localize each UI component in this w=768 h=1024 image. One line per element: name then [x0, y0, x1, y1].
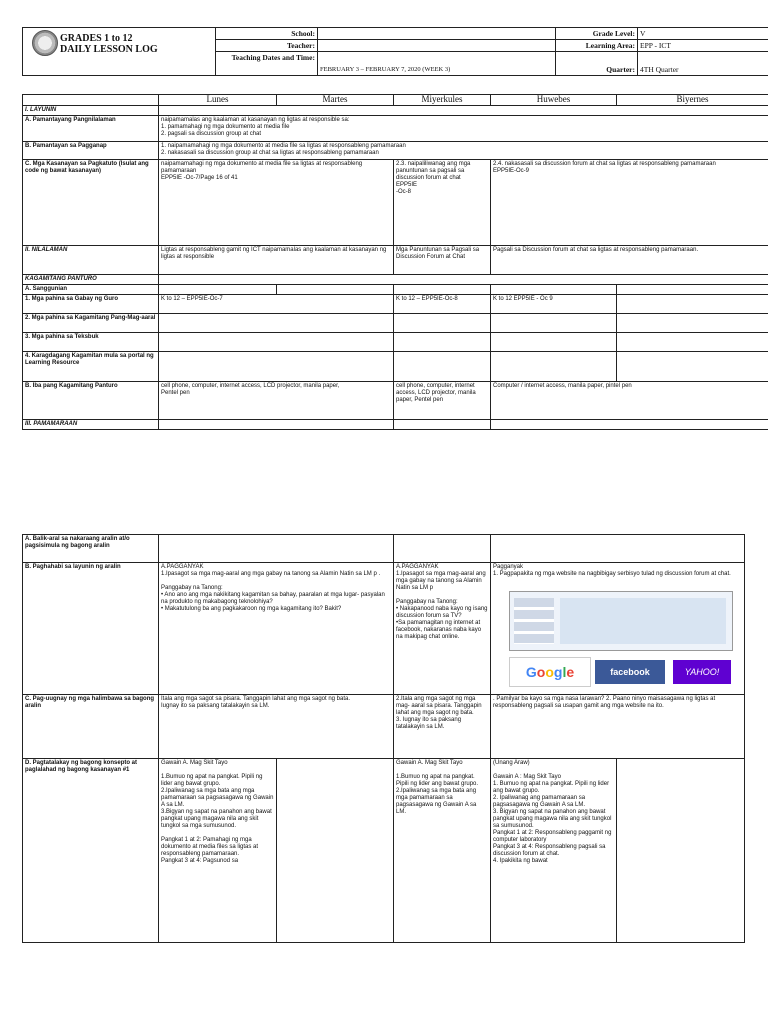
day-header-huwebes: Huwebes [491, 95, 617, 106]
row-label-pang-mag-aaral: 2. Mga pahina sa Kagamitang Pang-Mag-aaral [23, 314, 159, 333]
row-label-pamantayan-pagganap: B. Pamantayan sa Pagganap [23, 142, 159, 160]
kasanayan-huwebes: 2.4. nakasasali sa discussion forum at chat sa ligtas at responsableng pamamaraan EPP5IE-Oc-9 [491, 160, 768, 246]
row-label-pag-uugnay: C. Pag-uugnay ng mga halimbawa sa bagong aralin [23, 695, 159, 759]
title-line2: DAILY LESSON LOG [60, 44, 158, 55]
pagtatalakay-huwebes: (Unang Araw) Gawain A : Mag Skit Tayo 1. Bumuo ng apat na pangkat. Pipili ng lider ang bawat grupo. 2. Ipaliwanag ang pamamaraan sa pagsasagawa ng Gawain A sa LM. 3. Bigyan ng sapat na panahon ang bawat pangkat upang magawa nila ang skit tungkol sa sumusunod. Pangkat 1 at 2: Responsableng paggamit ng computer laboratory Pangkat 3 at 4: Responsableng pagsali sa discussion forum at chat. 4. Ipakikita ng bawat [491, 759, 617, 943]
grade-label: Grade Level: [556, 28, 638, 40]
paghahabi-miyerkules: A.PAGGANYAK 1.Ipasagot sa mga mag-aaral ang mga gabay na tanong sa Alamin Natin sa LM p Panggabay na Tanong: • Nakapanood naba kayo ng isang discussion forum sa TV? •Sa pamamagitan ng internet at facebook, nakaranas naba kayo na makipag chat online. [394, 563, 491, 695]
website-screenshot-image [509, 591, 733, 651]
row-label-gabay-guro: 1. Mga pahina sa Gabay ng Guro [23, 295, 159, 314]
row-label-teksbuk: 3. Mga pahina sa Teksbuk [23, 333, 159, 352]
row-label-balik-aral: A. Balik-aral sa nakaraang aralin at/o pagsisimula ng bagong aralin [23, 535, 159, 563]
nilalaman-miyerkules: Mga Panuntunan sa Pagsali sa Discussion Forum at Chat [394, 246, 491, 275]
nilalaman-huwebes: Pagsali sa Discussion forum at chat sa ligtas at responsableng pamamaraan. [491, 246, 768, 275]
paghahabi-huwebes [491, 563, 745, 695]
pag-uugnay-lunes: Itala ang mga sagot sa pisara. Tanggapin lahat ang mga sagot ng bata. Iugnay ito sa paksang tatalakayin sa LM. [159, 695, 394, 759]
screenshot-thumbnails [514, 598, 554, 644]
day-header-martes: Martes [277, 95, 394, 106]
area-value: EPP - ICT [638, 40, 768, 52]
gabay-guro-miyerkules: K to 12 – EPP5IE-Oc-8 [394, 295, 491, 314]
dates-label: Teaching Dates and Time: [216, 52, 318, 76]
pagganap-text: 1. naipamamahagi ng mga dokumento at media file sa ligtas at responsableng pamamaraan 2. nakasasali sa discussion group at chat sa ligtas at responsableng pamamaraan [159, 142, 768, 160]
pagtatalakay-lunes: Gawain A. Mag Skit Tayo 1.Bumuo ng apat na pangkat. Pipili ng lider ang bawat grupo. 2.Ipaliwanag sa mga bata ang mga pamamaraan sa pagsasagawa ng Gawain A sa LM. 3.Bigyan ng sapat na panahon ang bawat pangkat upang magawa nila ang skit tungkol sa mga sumusunod. Pangkat 1 at 2: Pamahagi ng mga dokumento at media files sa ligtas at responsableng pamamaraan. Pangkat 3 at 4: Pagsunod sa [159, 759, 277, 943]
header-table [22, 27, 768, 76]
gabay-guro-huwebes: K to 12 EPP5IE - Oc 9 [491, 295, 617, 314]
quarter-label: Quarter: [556, 52, 638, 76]
teacher-value [318, 40, 556, 52]
pag-uugnay-huwebes: . Pamilyar ba kayo sa mga nasa larawan? 2. Paano ninyo maisasagawa ng ligtas at responsableng pagsali sa usapan gamit ang mga website na ito. [491, 695, 745, 759]
iba-kagamitan-miyerkules: cell phone, computer, internet access, LCD projector, manila paper, Pentel pen [394, 382, 491, 420]
nilalaman-lunes: Ligtas at responsableng gamit ng ICT naipamamalas ang kaalaman at kasanayan ng ligtas at responsible [159, 246, 394, 275]
day-header-biyernes: Biyernes [617, 95, 768, 106]
section-nilalaman: II. NILALAMAN [23, 246, 159, 275]
day-header-miyerkules: Miyerkules [394, 95, 491, 106]
lesson-table-1 [22, 94, 768, 430]
dates-value: FEBRUARY 3 – FEBRUARY 7, 2020 (WEEK 3) [318, 52, 556, 76]
row-label-paghahabi: B. Paghahabi sa layunin ng aralin [23, 563, 159, 695]
screenshot-content [560, 598, 726, 644]
gabay-guro-lunes: K to 12 – EPP5IE-Oc-7 [159, 295, 394, 314]
row-label-iba-pang-kagamitan: B. Iba pang Kagamitang Panturo [23, 382, 159, 420]
lesson-table-2 [22, 534, 745, 943]
school-label: School: [216, 28, 318, 40]
header [22, 27, 768, 77]
pagtatalakay-miyerkules: Gawain A. Mag Skit Tayo 1.Bumuo ng apat na pangkat. Pipili ng lider ang bawat grupo. 2.Ipaliwanag sa mga bata ang mga pamamaraan sa pagsasagawa ng Gawain A sa LM. [394, 759, 491, 943]
kasanayan-lunes: naipamamahagi ng mga dokumento at media file sa ligtas at responsableng pamamaraan EPP5IE -Oc-7/Page 16 of 41 [159, 160, 394, 246]
yahoo-logo: YAHOO! [673, 660, 731, 684]
facebook-logo: facebook [595, 660, 665, 684]
iba-kagamitan-huwebes: Computer / internet access, manila paper, pintel pen [491, 382, 768, 420]
quarter-value: 4TH Quarter [638, 52, 768, 76]
row-label-pamantayang-pangnilalaman: A. Pamantayang Pangnilalaman [23, 116, 159, 142]
grade-value: V [638, 28, 768, 40]
section-kagamitang-panturo: KAGAMITANG PANTURO [23, 275, 159, 285]
row-label-kasanayan: C. Mga Kasanayan sa Pagkatuto (Isulat ang code ng bawat kasanayan) [23, 160, 159, 246]
google-logo: Google [509, 657, 591, 687]
area-label: Learning Area: [556, 40, 638, 52]
day-header-lunes: Lunes [159, 95, 277, 106]
section-layunin: I. LAYUNIN [23, 106, 159, 116]
paghahabi-lunes: A.PAGGANYAK 1.Ipasagot sa mga mag-aaral ang mga gabay na tanong sa Alamin Natin sa LM p . Panggabay na Tanong: • Ano ano ang mga nakikitang kagamitan sa bahay, paaralan at mga lugar- pasyalan na produkto ng makabagong teknolohiya? • Makatutulong ba ang pagkakaroon ng mga kagamitang ito? Bakit? [159, 563, 394, 695]
row-label-learning-resource: 4. Karagdagang Kagamitan mula sa portal ng Learning Resource [23, 352, 159, 382]
section-pamamaraan: III. PAMAMARAAN [23, 420, 159, 430]
row-label-pagtatalakay: D. Pagtatalakay ng bagong konsepto at paglalahad ng bagong kasanayan #1 [23, 759, 159, 943]
pangnilalaman-text: naipamamalas ang kaalaman at kasanayan ng ligtas at responsible sa: 1. pamamahagi ng mga dokumento at media file 2. pagsali sa discussion group at chat [159, 116, 768, 142]
teacher-label: Teacher: [216, 40, 318, 52]
school-value [318, 28, 556, 40]
pag-uugnay-miyerkules: 2.Itala ang mga sagot ng mga mag- aaral sa pisara. Tanggapin lahat ang mga sagot ng bata. 3. Iugnay ito sa paksang tatalakayin sa LM. [394, 695, 491, 759]
row-label-sanggunian: A. Sanggunian [23, 285, 159, 295]
title-line1: GRADES 1 to 12 [60, 33, 133, 44]
paghahabi-huwebes-text: Pagganyak 1. Pagpapakita ng mga website na nagbibigay serbisyo tulad ng discussion forum at chat. [493, 564, 731, 577]
iba-kagamitan-lunes: cell phone, computer, internet access, LCD projector, manila paper, Pentel pen [159, 382, 394, 420]
kasanayan-miyerkules: 2.3. naipaliliwanag ang mga panuntunan sa pagsali sa discussion forum at chat EPP5IE -Oc-8 [394, 160, 491, 246]
